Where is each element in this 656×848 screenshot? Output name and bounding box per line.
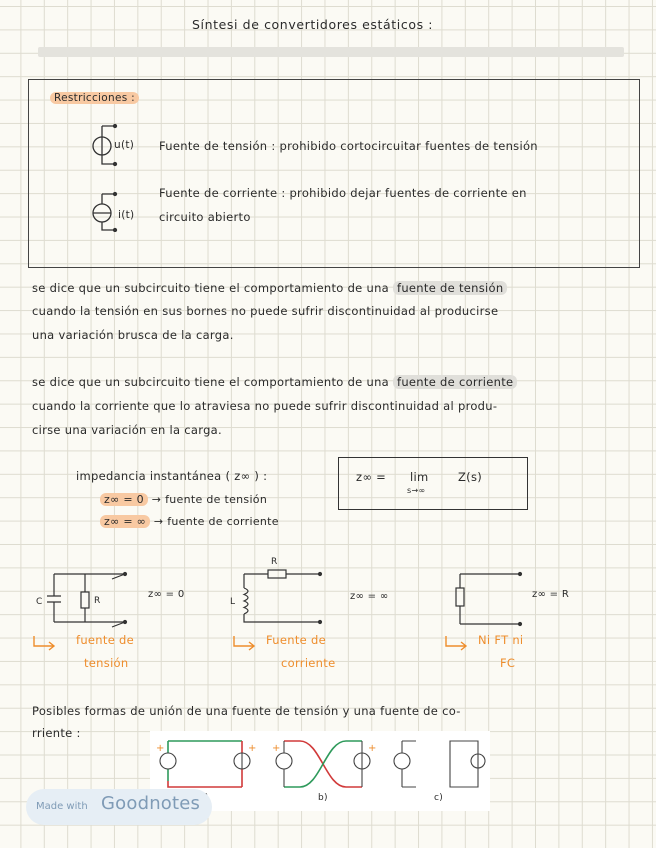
para-tension-line2: cuando la tensión en sus bornes no puede sufrir discontinuidad al producirse	[32, 304, 499, 318]
title-underline-bar	[38, 47, 624, 57]
c3-caption-1: Ni FT ni	[478, 633, 524, 647]
para-corriente-line2: cuando la corriente que lo atraviesa no puede sufrir discontinuidad al produ-	[32, 399, 498, 413]
circuit-3	[448, 568, 528, 630]
impedance-rule-2-hl: z∞ = ∞	[100, 515, 150, 528]
c1-res-label: R	[94, 596, 101, 606]
posibles-line1: Posibles formas de unión de una fuente de tensión y una fuente de co-	[32, 704, 461, 718]
svg-text:+: +	[368, 743, 377, 754]
restrictions-heading-text: Restricciones :	[50, 92, 139, 104]
circuit-2	[228, 560, 328, 630]
impedance-rule-1-hl: z∞ = 0	[100, 493, 148, 506]
watermark-small-text: Made with	[36, 801, 88, 812]
para-tension-line3: una variación brusca de la carga.	[32, 328, 234, 342]
impedance-rule-2	[100, 515, 279, 528]
c1-cap-label: C	[36, 597, 43, 607]
formula-rhs: Z(s)	[458, 470, 483, 484]
c2-arrow-icon	[230, 634, 260, 654]
c1-z: z∞ = 0	[148, 589, 185, 600]
para-corriente-line1	[32, 371, 627, 394]
fig-b-label: b)	[318, 793, 328, 803]
para-tension-line1	[32, 277, 627, 300]
fig-c-label: c)	[434, 793, 444, 803]
isource-text-2: circuito abierto	[159, 210, 251, 224]
diagram-a	[156, 741, 256, 787]
para-tension-highlight: fuente de tensión	[393, 281, 507, 295]
para-corriente-line1-text: se dice que un subcircuito tiene el comportamiento de una	[32, 375, 393, 389]
para-tension-line1-text: se dice que un subcircuito tiene el comportamiento de una	[32, 281, 393, 295]
vsource-label: u(t)	[114, 139, 135, 151]
c1-caption-1: fuente de	[76, 633, 135, 647]
c3-arrow-icon	[442, 634, 472, 654]
svg-text:+: +	[248, 743, 257, 754]
c1-caption-2: tensión	[84, 656, 129, 670]
c2-ind-label: L	[230, 597, 236, 607]
svg-text:+: +	[156, 743, 165, 754]
diagram-b	[272, 741, 376, 787]
isource-label: i(t)	[118, 209, 135, 221]
c1-arrow-icon	[30, 634, 60, 654]
c3-z: z∞ = R	[532, 589, 570, 600]
impedance-rule-1-text: → fuente de tensión	[151, 493, 268, 506]
voltage-source-icon	[93, 125, 117, 166]
restrictions-heading	[50, 92, 139, 104]
c3-caption-2: FC	[500, 656, 516, 670]
diagram-c	[394, 741, 485, 787]
c2-res-label: R	[271, 557, 278, 567]
para-corriente-highlight: fuente de corriente	[393, 375, 517, 389]
impedance-rule-1	[100, 493, 267, 506]
formula-lhs: z∞ =	[356, 470, 387, 484]
formula-lim: lim	[410, 470, 429, 484]
formula-sub: s→∞	[407, 486, 426, 495]
current-source-icon	[93, 193, 117, 232]
c2-caption-1: Fuente de	[266, 633, 326, 647]
impedance-rule-2-text: → fuente de corriente	[153, 515, 279, 528]
para-corriente-line3: cirse una variación en la carga.	[32, 423, 222, 437]
circuit-1	[30, 568, 130, 630]
vsource-text: Fuente de tensión : prohibido cortocircuitar fuentes de tensión	[159, 139, 538, 153]
c2-caption-2: corriente	[281, 656, 336, 670]
isource-text-1: Fuente de corriente : prohibido dejar fuentes de corriente en	[159, 186, 527, 200]
svg-text:+: +	[272, 743, 281, 754]
posibles-line2: rriente :	[32, 726, 81, 740]
impedance-label: impedancia instantánea ( z∞ ) :	[76, 469, 268, 483]
c2-z: z∞ = ∞	[350, 591, 389, 602]
page-title: Síntesi de convertidores estáticos :	[192, 17, 434, 32]
watermark-brand: Goodnotes	[101, 793, 201, 814]
